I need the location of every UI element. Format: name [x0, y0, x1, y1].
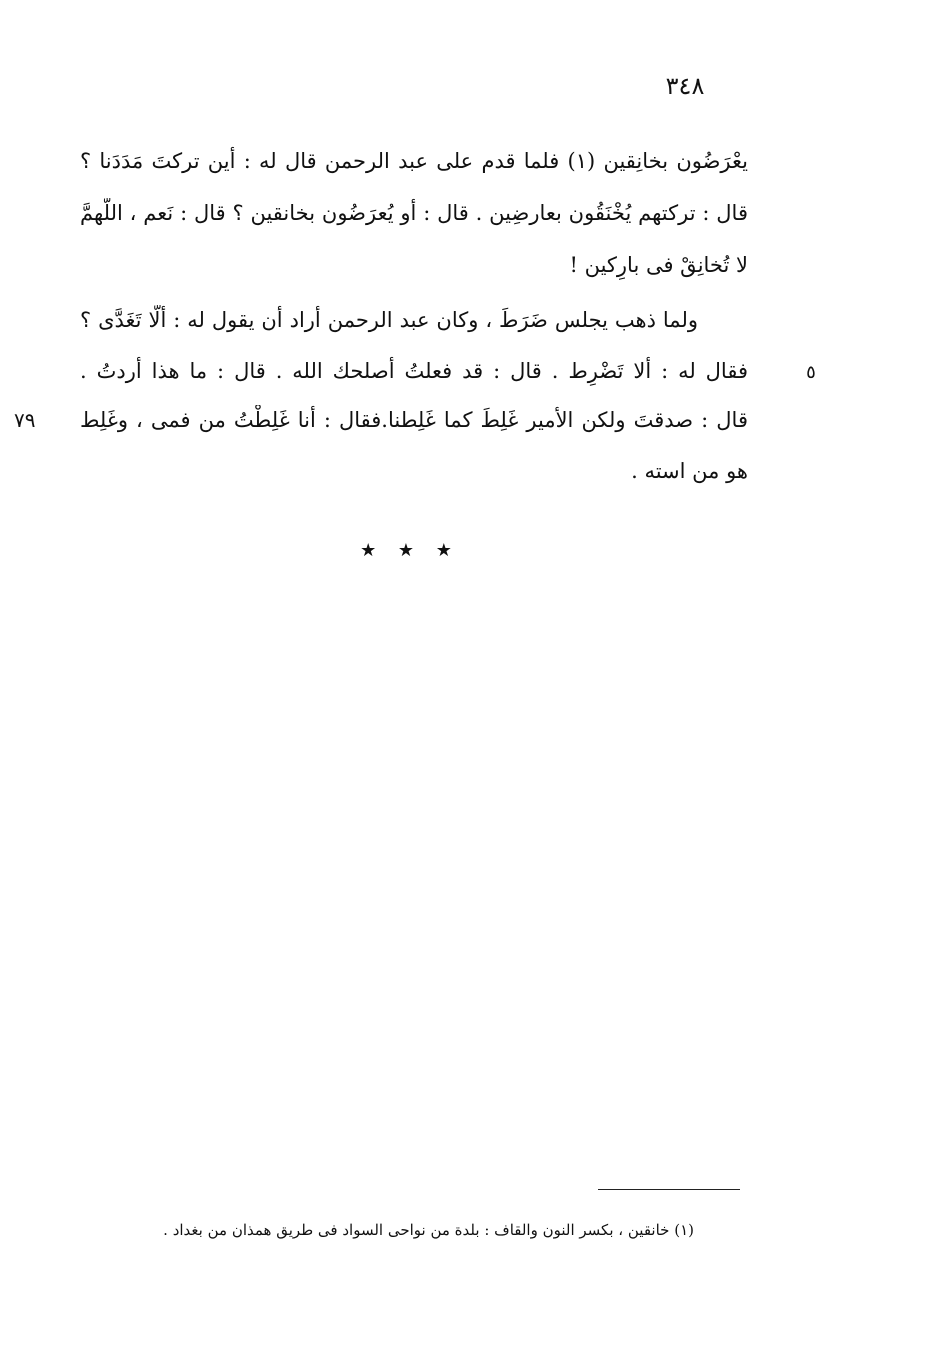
- section-separator: ★ ★ ★: [360, 540, 460, 561]
- body-line-5: فقال له : ألا تَضْرِط . قال : قد فعلتُ أصلحك الله . قال : ما هذا أردتُ .: [80, 359, 748, 383]
- line-number-marker: ٥: [806, 362, 816, 383]
- body-line-7: هو من استه .: [631, 459, 748, 483]
- footnote: (١) خانقين ، بكسر النون والقاف : بلدة من نواحى السواد فى طريق همذان من بغداد .: [163, 1221, 694, 1239]
- body-line-1: يعْرَضُون بخانِقين (١) فلما قدم على عبد الرحمن قال له : أين تركتَ مَدَدَنا ؟: [80, 149, 748, 173]
- margin-page-reference: ٧٩: [14, 408, 36, 432]
- footnote-divider: [598, 1189, 740, 1190]
- body-line-3: لا تُخانِقْ فى بارِكين !: [569, 253, 748, 277]
- page-number: ٣٤٨: [665, 72, 705, 100]
- body-line-4: ولما ذهب يجلس ضَرَطَ ، وكان عبد الرحمن أراد أن يقول له : ألّا تَغَدَّى ؟: [80, 308, 698, 332]
- body-line-2: قال : تركتهم يُخْنَقُون بعارضِين . قال : أو يُعرَضُون بخانقين ؟ قال : نَعم ، اللّهمَّ: [80, 201, 748, 225]
- body-line-6: قال : صدقتَ ولكن الأمير غَلِطَ كما غَلِطنا.فقال : أنا غَلِطْتُ من فمى ، وغَلِط: [80, 408, 748, 432]
